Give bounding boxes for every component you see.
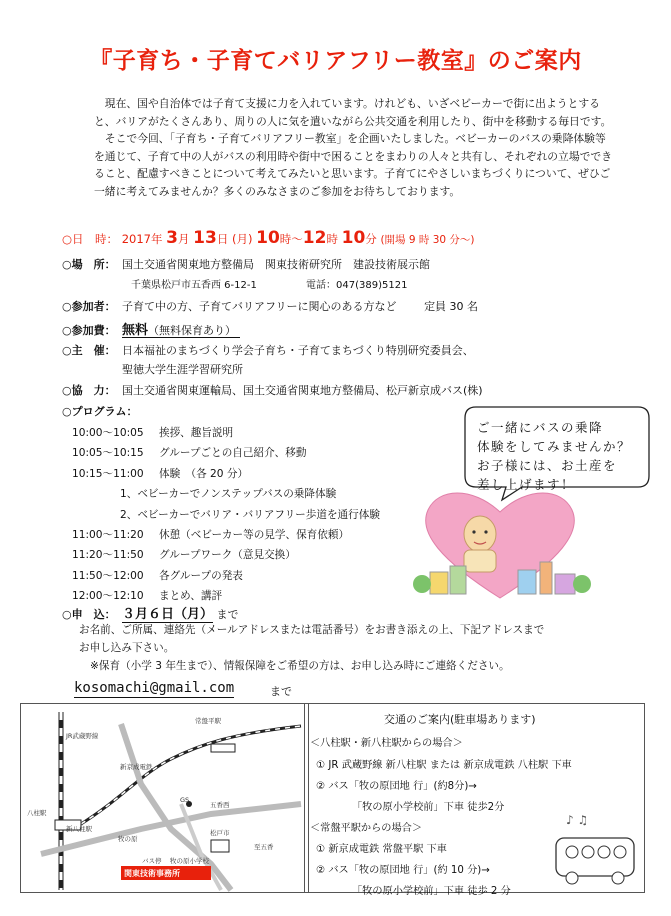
cooperation-line — [62, 382, 483, 398]
program-item — [72, 525, 380, 545]
map-label-tokiwadaira: 常盤平駅 — [195, 717, 221, 725]
program-time: 11:00〜11:20 — [72, 529, 144, 542]
access-s2-step2: ② バス「牧の原団地 行」(約 10 分)→ — [316, 865, 490, 876]
music-note-icon: ♪ ♫ — [566, 813, 589, 827]
bus-illustration — [548, 808, 640, 888]
intro-paragraph-1: 現在、国や自治体では子育て支援に力を入れています。けれども、いざベビーカーで街に出ようとすると、バリアがたくさんあり、周りの人に気を遣いながら公共交通を利用したり、街中を移動する毎日です。 — [94, 97, 612, 128]
cooperation-label: ○協 力： — [62, 384, 116, 397]
program-time: 10:15〜11:00 — [72, 467, 144, 480]
program-item — [72, 484, 380, 504]
target-line — [62, 298, 478, 314]
apply-line2: お申し込み下さい。 — [79, 642, 175, 654]
bubble-line: 差し上げます！ — [477, 477, 576, 492]
date-label: ○日 時： — [62, 232, 119, 246]
program-item — [72, 464, 380, 484]
cooperation-value: 国土交通省関東運輸局、国土交通省関東地方整備局、松戸新京成バス(株) — [122, 384, 483, 397]
access-title: 交通のご案内(駐車場あります) — [384, 713, 536, 726]
map-label-shinkeisei: 新京成電鉄 — [120, 763, 153, 771]
program-desc: 体験 （各 20 分） — [159, 467, 249, 480]
program-desc: 各グループの発表 — [159, 569, 243, 582]
organizer-line2: 聖徳大学生涯学習研究所 — [122, 363, 243, 376]
fee-label: ○参加費： — [62, 324, 116, 337]
date-end: 12 — [302, 228, 327, 248]
tree-icon — [413, 575, 431, 593]
program-time: 12:00〜12:10 — [72, 590, 144, 603]
program-desc: グループワーク（意見交換） — [159, 549, 296, 562]
venue-name: 国土交通省関東地方整備局 関東技術研究所 建設技術展示館 — [122, 258, 430, 271]
map-label-matsudo: 松戸市 — [210, 829, 230, 837]
access-s1-step3: 「牧の原小学校前」下車 徒歩2分 — [352, 802, 505, 813]
program-desc: 1、ベビーカーでノンステップバスの乗降体験 — [120, 488, 337, 501]
venue-label: ○場 所： — [62, 258, 116, 271]
page-title: 『子育ち・子育てバリアフリー教室』のご案内 — [89, 48, 582, 74]
program-item — [72, 443, 380, 463]
access-s2-step3: 「牧の原小学校前」下車 徒歩 2 分 — [352, 886, 511, 897]
program-time: 10:00〜10:05 — [72, 427, 144, 439]
bubble-line: 体験をしてみませんか？ — [477, 439, 632, 454]
access-s2-step1: ① 新京成電鉄 常盤平駅 下車 — [316, 844, 447, 855]
apply-label: ○申 込： — [62, 608, 116, 621]
organizer-line1: 日本福祉のまちづくり学会子育ち・子育てまちづくり特別研究委員会、 — [122, 344, 474, 357]
program-item — [72, 545, 380, 565]
house-icon — [555, 574, 575, 594]
access-section-1: ＜八柱駅・新八柱駅からの場合＞ — [310, 738, 463, 749]
intro-paragraph-2: そこで今回、「子育ち・子育てバリアフリー教室」を企画いたしました。ベビーカーのバスの乗降体験等を通じて、子育て中の人がバスの利用時や街中で困ることをまわりの人々と共有し、それぞれの立場でできること、配慮すべきことについて考えてみたいと思います。子育てにやさしいまちづくりについて、ぜひご一緒に考えてみませんか？多くのみなさまのご参加をお待ちしております。 — [94, 132, 613, 198]
program-desc: 休憩（ベビーカー等の見学、保育依頼） — [159, 529, 350, 542]
venue-line — [62, 256, 430, 272]
date-line — [62, 228, 475, 248]
program-label-text: ○プログラム： — [62, 405, 138, 418]
map-label-destination: 関東技術事務所 — [124, 869, 180, 878]
map-label-makinohara: 牧の原 — [118, 835, 138, 843]
date-end-min-unit: 分 — [365, 232, 377, 246]
house-icon — [450, 566, 466, 594]
program-item — [72, 505, 380, 525]
date-end-unit: 時 — [326, 232, 338, 246]
date-weekday: (月) — [231, 232, 253, 246]
bubble-line: お子様には、お土産を — [477, 458, 618, 473]
date-month: 3 — [166, 228, 178, 248]
program-label — [62, 403, 138, 419]
program-item — [72, 566, 380, 586]
fee-underline — [122, 324, 240, 338]
apply-note: ※保育（小学 3 年生まで）、情報保障をご希望の方は、お申し込み時にご連絡ください。 — [90, 660, 510, 672]
access-section-2: ＜常盤平駅からの場合＞ — [310, 823, 423, 834]
date-open: (開場 9 時 30 分〜) — [380, 234, 475, 246]
station-icon — [211, 744, 235, 752]
map-drawing — [21, 704, 308, 892]
program-desc: グループごとの自己紹介、移動 — [159, 447, 307, 460]
program-desc: 2、ベビーカーでバリア・バリアフリー歩道を通行体験 — [120, 508, 380, 521]
organizer-line — [62, 342, 474, 358]
intro-text — [94, 95, 614, 201]
apply-email[interactable]: kosomachi@gmail.com — [74, 680, 235, 696]
map-label-school: 牧の原小学校 — [170, 857, 209, 865]
apply-email-suffix: まで — [270, 685, 292, 698]
house-icon — [430, 572, 448, 594]
venue-address: 千葉県松戸市五香西 6-12-1 — [131, 280, 257, 291]
program-time: 11:20〜11:50 — [72, 549, 144, 562]
program-desc: まとめ、講評 — [159, 590, 223, 603]
map-label-shin-yahashira: 新八柱駅 — [66, 825, 92, 833]
fee-value: 無料 — [122, 323, 149, 338]
map-label-gokou: 五香西 — [210, 801, 230, 809]
date-end-min: 10 — [341, 228, 366, 248]
target-capacity: 定員 30 名 — [424, 300, 479, 313]
access-s1-step1: ① JR 武蔵野線 新八柱駅 または 新京成電鉄 八柱駅 下車 — [316, 760, 572, 771]
program-item — [72, 423, 380, 443]
organizer-label: ○主 催： — [62, 344, 116, 357]
date-start: 10 — [256, 228, 280, 248]
program-time: 10:05〜10:15 — [72, 447, 144, 460]
program-desc: 挨拶、趣旨説明 — [159, 427, 234, 439]
apply-line — [62, 603, 239, 622]
map-label-bus-stop: バス停 — [142, 857, 162, 865]
date-year: 2017年 — [121, 232, 163, 246]
target-label: ○参加者： — [62, 300, 116, 313]
fee-note: （無料保育あり） — [148, 324, 237, 337]
map-label-gs: GS — [180, 796, 190, 804]
baby-icon — [464, 516, 496, 552]
date-month-unit: 月 — [177, 232, 190, 246]
venue-address-line — [131, 276, 407, 291]
map-label-yahashira: 八柱駅 — [27, 809, 47, 817]
apply-deadline-suffix: まで — [216, 608, 239, 621]
heart-baby-illustration — [400, 480, 600, 610]
program-list — [72, 423, 380, 607]
bubble-line: ご一緒にバスの乗降 — [477, 420, 604, 435]
tree-icon — [573, 575, 591, 593]
date-start-unit: 時〜 — [279, 232, 303, 246]
tower-icon — [540, 562, 552, 594]
fee-line — [62, 319, 240, 338]
date-day-unit: 日 — [216, 232, 229, 246]
program-time: 11:50〜12:00 — [72, 569, 144, 582]
venue-phone: 電話：047(389)5121 — [306, 280, 408, 291]
map-label-jr: JR武蔵野線 — [66, 732, 99, 740]
apply-deadline: ３月６日（月） — [122, 607, 214, 622]
house-icon — [518, 570, 536, 594]
date-day: 13 — [193, 228, 217, 248]
access-s1-step2: ② バス「牧の原団地 行」(約8分)→ — [316, 781, 477, 792]
map-label-road: 至五香 — [254, 843, 274, 851]
target-value: 子育て中の方、子育てバリアフリーに関心のある方など — [122, 300, 397, 313]
apply-line1: お名前、ご所属、連絡先（メールアドレスまたは電話番号）をお書き添えの上、下記アドレスまで — [79, 624, 545, 636]
